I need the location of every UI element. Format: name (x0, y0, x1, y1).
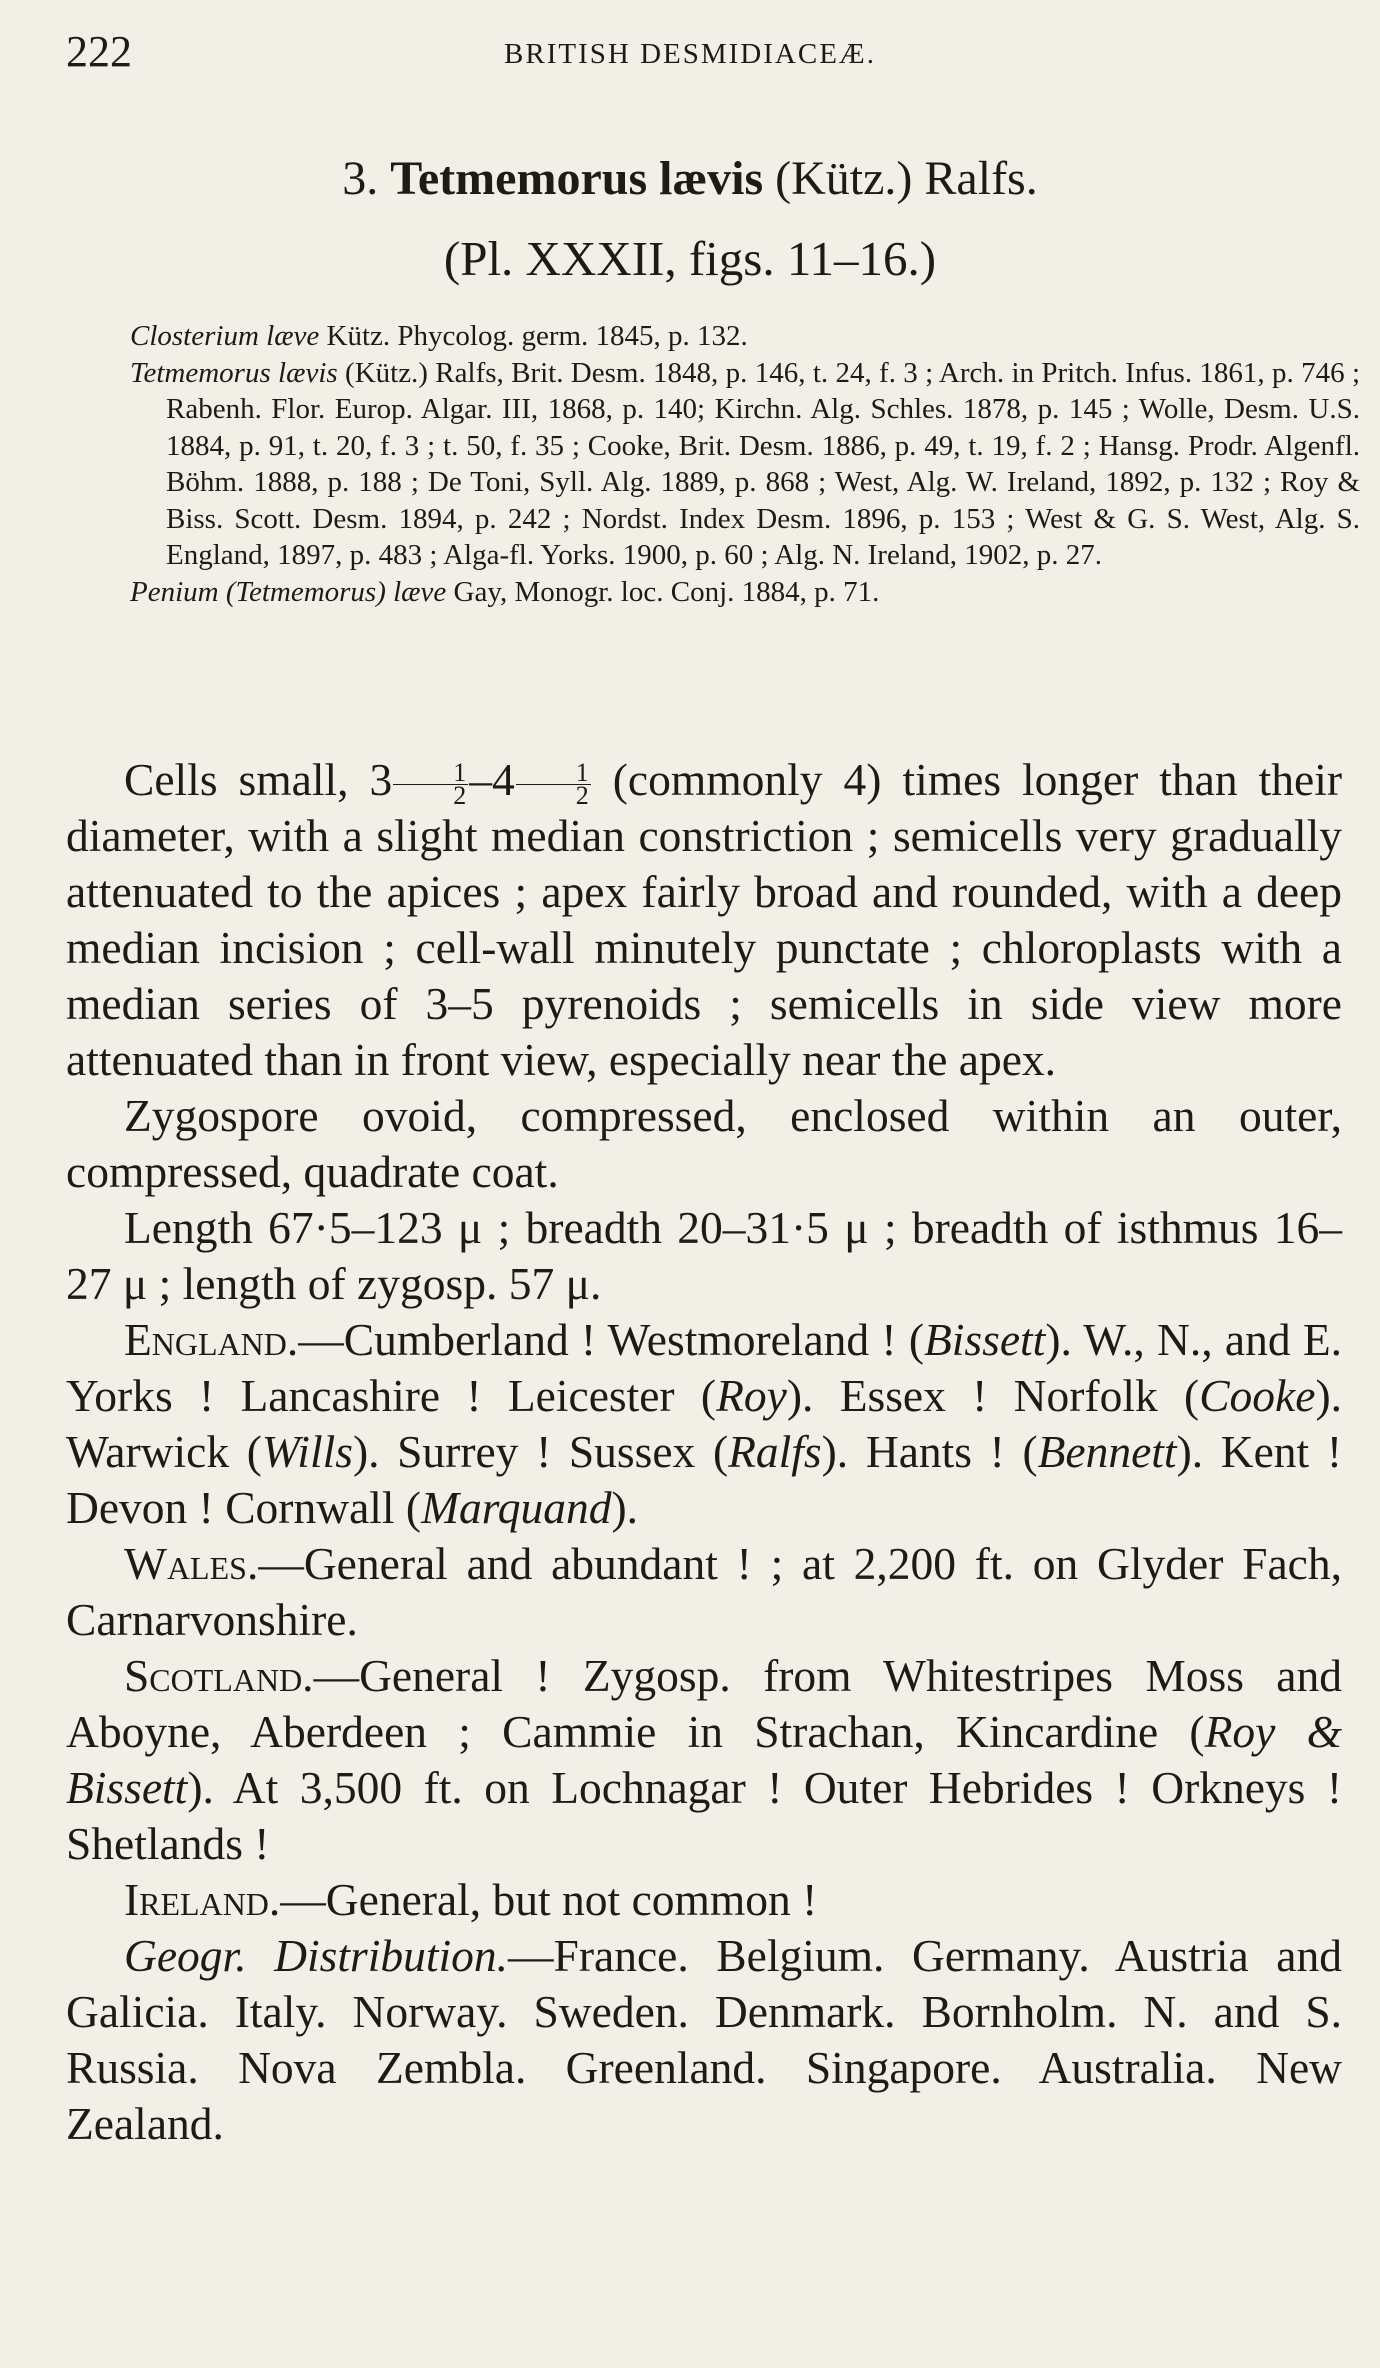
collector-name: Cooke (1199, 1370, 1316, 1421)
description-text: (commonly 4) times longer than their diameter, with a slight median constriction ; semicells very gradually attenuated to the apices ; apex fairly broad and rounded, with a deep median incision ; cell-wall minutely punctate ; chloroplasts with a median series of 3–5 pyrenoids ; semicells in side view more attenuated than in front view, especially near the apex. (66, 754, 1342, 1085)
geographic-distribution-label: Geogr. Distribution. (124, 1930, 509, 1981)
region-label: Ireland. (124, 1874, 281, 1925)
synonym-name: Closterium læve (130, 320, 320, 352)
running-title: BRITISH DESMIDIACEÆ. (504, 38, 876, 70)
fraction-half: $\frac{1}{2}$ (516, 762, 591, 807)
synonym-entry (130, 574, 1360, 611)
geographic-distribution-paragraph: Geogr. Distribution.—France. Belgium. Germany. Austria and Galicia. Italy. Norway. Sweden. Denmark. Bornholm. N. and S. Russia. Nova Zembla. Greenland. Singapore. Australia. New Zealand. (66, 1930, 1342, 2149)
synonym-name: Penium (Tetmemorus) læve (130, 575, 447, 608)
species-authority: (Kütz.) Ralfs. (775, 152, 1038, 205)
description-text: Cells small, 3 (124, 754, 393, 805)
synonym-citation: Kütz. Phycolog. germ. 1845, p. 132. (326, 320, 748, 352)
synonym-entry (130, 318, 1360, 355)
collector-name: Roy (716, 1370, 787, 1421)
measurements-paragraph: Length 67·5–123 μ ; breadth 20–31·5 μ ; breadth of isthmus 16–27 μ ; length of zygosp. 57 μ. (66, 1202, 1342, 1309)
fraction-half: $\frac{1}{2}$ (393, 762, 468, 807)
collector-name: Roy & Bissett (66, 1706, 1342, 1813)
species-number: 3. (342, 152, 379, 205)
synonym-citation: (Kütz.) Ralfs, Brit. Desm. 1848, p. 146, t. 24, f. 3 ; Arch. in Pritch. Infus. 1861, p. 746 ; Rabenh. Flor. Europ. Algar. III, 1868, p. 140; Kirchn. Alg. Schles. 1878, p. 145 ; Wolle, Desm. U.S. 1884, p. 91, t. 20, f. 3 ; t. 50, f. 35 ; Cooke, Brit. Desm. 1886, p. 49, t. 19, f. 2 ; Hansg. Prodr. Algenfl. Böhm. 1888, p. 188 ; De Toni, Syll. Alg. 1889, p. 868 ; West, Alg. W. Ireland, 1892, p. 132 ; Roy & Biss. Scott. Desm. 1894, p. 242 ; Nordst. Index Desm. 1896, p. 153 ; West & G. S. West, Alg. S. England, 1897, p. 483 ; Alga-fl. Yorks. 1900, p. 60 ; Alg. N. Ireland, 1902, p. 27. (166, 356, 1361, 571)
region-label: England. (124, 1314, 299, 1365)
england-paragraph: England.—Cumberland ! Westmoreland ! (Bissett). W., N., and E. Yorks ! Lancashire ! Leicester (Roy). Essex ! Norfolk (Cooke). Warwick (Wills). Surrey ! Sussex (Ralfs). Hants ! (Bennett). Kent ! Devon ! Cornwall (Marquand). (66, 1314, 1343, 1533)
scotland-paragraph: Scotland.—General ! Zygosp. from Whitestripes Moss and Aboyne, Aberdeen ; Cammie in Strachan, Kincardine (Roy & Bissett). At 3,500 ft. on Lochnagar ! Outer Hebrides ! Orkneys ! Shetlands ! (66, 1650, 1342, 1869)
wales-paragraph: Wales.—General and abundant ! ; at 2,200 ft. on Glyder Fach, Carnarvonshire. (66, 1538, 1342, 1645)
region-label: Scotland. (124, 1650, 314, 1701)
plate-reference: (Pl. XXXII, figs. 11–16.) (443, 231, 937, 286)
description-paragraph (66, 752, 1342, 1088)
species-heading (0, 150, 1380, 208)
collector-name: Bennett (1037, 1426, 1177, 1477)
collector-name: Bissett (923, 1314, 1046, 1365)
synonym-name: Tetmemorus lævis (130, 356, 338, 389)
collector-name: Ralfs (728, 1426, 822, 1477)
synonym-citation: Gay, Monogr. loc. Conj. 1884, p. 71. (453, 575, 880, 608)
running-head (66, 26, 1314, 86)
species-name: Tetmemorus lævis (390, 152, 764, 205)
main-text (66, 752, 1342, 2152)
synonymy-block (130, 318, 1360, 610)
zygospore-paragraph: Zygospore ovoid, compressed, enclosed within an outer, compressed, quadrate coat. (66, 1090, 1342, 1197)
synonym-entry (130, 355, 1360, 574)
page-number: 222 (66, 27, 132, 76)
collector-name: Marquand (421, 1482, 612, 1533)
ireland-paragraph: Ireland.—General, but not common ! (124, 1874, 818, 1925)
collector-name: Wills (261, 1426, 353, 1477)
description-text: –4 (469, 754, 515, 805)
region-label: Wales. (124, 1538, 259, 1589)
